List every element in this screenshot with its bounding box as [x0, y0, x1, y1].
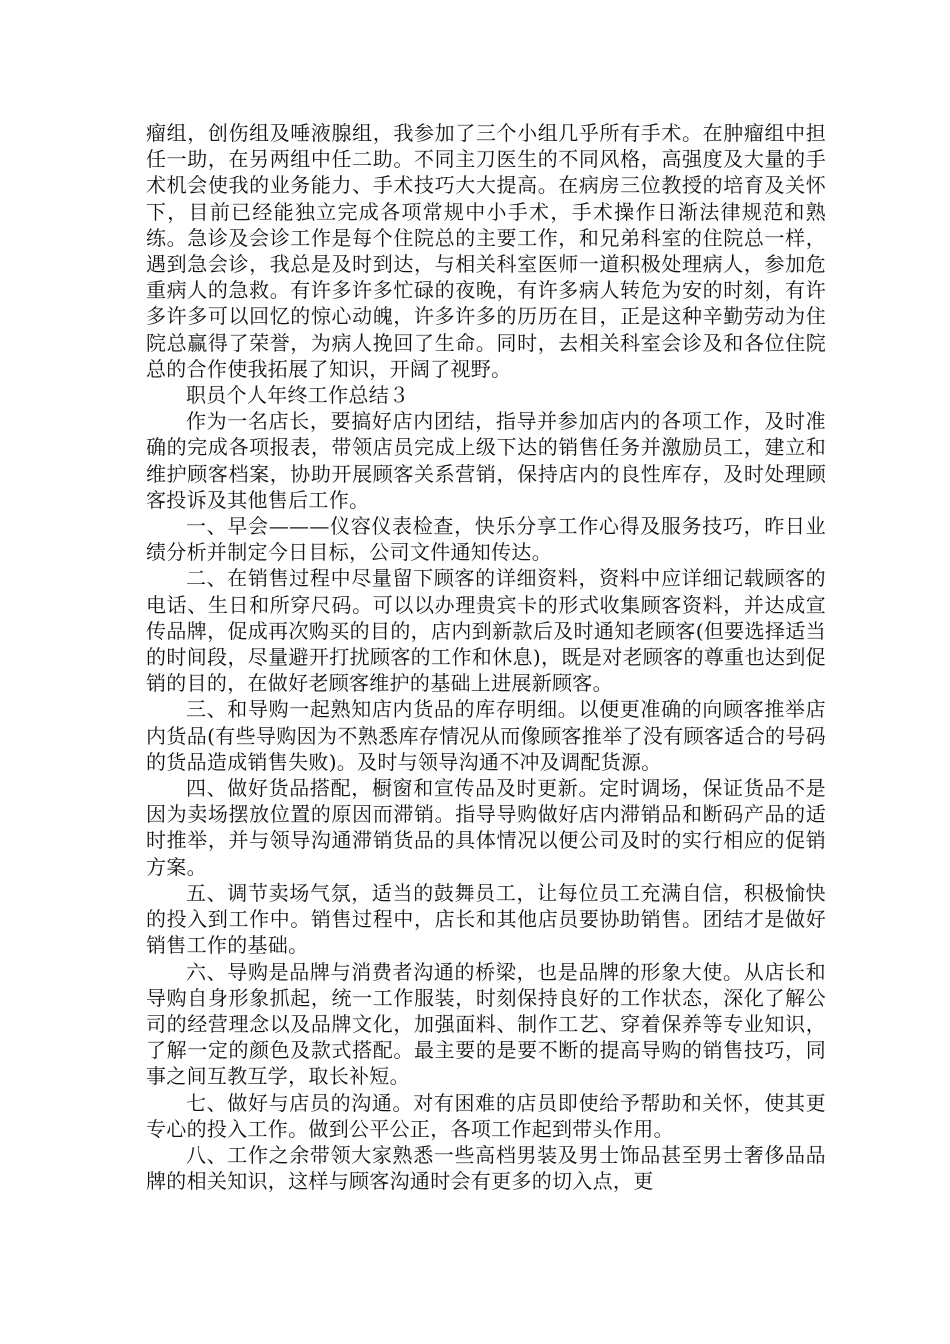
- paragraph-item-6: 六、导购是品牌与消费者沟通的桥梁，也是品牌的形象大使。从店长和导购自身形象抓起，统一工作服装，时刻保持良好的工作状态，深化了解公司的经营理念以及品牌文化，加强面料、制作工艺、穿着保养等专业知识，了解一定的颜色及款式搭配。最主要的是要不断的提高导购的销售技巧，同事之间互教互学，取长补短。: [146, 959, 826, 1089]
- paragraph-item-4: 四、做好货品搭配，橱窗和宣传品及时更新。定时调场，保证货品不是因为卖场摆放位置的原因而滞销。指导导购做好店内滞销品和断码产品的适时推举，并与领导沟通滞销货品的具体情况以便公司及时的实行相应的促销方案。: [146, 776, 826, 879]
- paragraph-item-8: 八、工作之余带领大家熟悉一些高档男装及男士饰品甚至男士奢侈品品牌的相关知识，这样与顾客沟通时会有更多的切入点，更: [146, 1142, 826, 1194]
- paragraph-intro: 作为一名店长，要搞好店内团结，指导并参加店内的各项工作，及时准确的完成各项报表，带领店员完成上级下达的销售任务并激励员工，建立和维护顾客档案，协助开展顾客关系营销，保持店内的良性库存，及时处理顾客投诉及其他售后工作。: [146, 409, 826, 512]
- document-body: [146, 120, 826, 1194]
- paragraph-item-2: 二、在销售过程中尽量留下顾客的详细资料，资料中应详细记载顾客的电话、生日和所穿尺码。可以以办理贵宾卡的形式收集顾客资料，并达成宣传品牌，促成再次购买的目的，店内到新款后及时通知老顾客(但要选择适当的时间段，尽量避开打扰顾客的工作和休息)，既是对老顾客的尊重也达到促销的目的，在做好老顾客维护的基础上进展新顾客。: [146, 566, 826, 696]
- paragraph-continuation: 瘤组，创伤组及唾液腺组，我参加了三个小组几乎所有手术。在肿瘤组中担任一助，在另两组中任二助。不同主刀医生的不同风格，高强度及大量的手术机会使我的业务能力、手术技巧大大提高。在病房三位教授的培育及关怀下，目前已经能独立完成各项常规中小手术，手术操作日渐法律规范和熟练。急诊及会诊工作是每个住院总的主要工作，和兄弟科室的住院总一样，遇到急会诊，我总是及时到达，与相关科室医师一道积极处理病人，参加危重病人的急救。有许多许多忙碌的夜晚，有许多病人转危为安的时刻，有许多许多可以回忆的惊心动魄，许多许多的历历在目，正是这种辛勤劳动为住院总赢得了荣誉，为病人挽回了生命。同时，去相关科室会诊及和各位住院总的合作使我拓展了知识，开阔了视野。: [146, 121, 826, 381]
- paragraph-item-1: 一、早会———仪容仪表检查，快乐分享工作心得及服务技巧，昨日业绩分析并制定今日目标，公司文件通知传达。: [146, 514, 826, 565]
- paragraph-item-5: 五、调节卖场气氛，适当的鼓舞员工，让每位员工充满自信，积极愉快的投入到工作中。销售过程中，店长和其他店员要协助销售。团结才是做好销售工作的基础。: [146, 880, 826, 958]
- section-heading: 职员个人年终工作总结３: [186, 383, 410, 408]
- paragraph-item-7: 七、做好与店员的沟通。对有困难的店员即使给予帮助和关怀，使其更专心的投入工作。做到公平公正，各项工作起到带头作用。: [146, 1090, 826, 1141]
- paragraph-item-3: 三、和导购一起熟知店内货品的库存明细。以便更准确的向顾客推举店内货品(有些导购因为不熟悉库存情况从而像顾客推举了没有顾客适合的号码的货品造成销售失败)。及时与领导沟通不冲及调配货源。: [146, 697, 826, 774]
